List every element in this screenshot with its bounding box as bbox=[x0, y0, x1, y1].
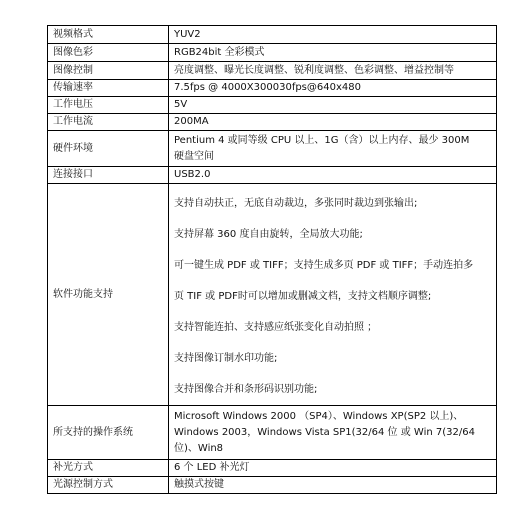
table-row bbox=[48, 80, 497, 97]
table-row bbox=[48, 97, 497, 114]
row-label: 连接接口 bbox=[48, 167, 169, 184]
table-row bbox=[48, 114, 497, 131]
row-value bbox=[169, 406, 497, 460]
row-value: USB2.0 bbox=[169, 167, 497, 184]
table-row bbox=[48, 167, 497, 184]
table-row bbox=[48, 460, 497, 477]
row-value bbox=[169, 184, 497, 406]
row-label: 光源控制方式 bbox=[48, 477, 169, 494]
table-row bbox=[48, 477, 497, 494]
hardware-line: Pentium 4 或同等级 CPU 以上、1G（含）以上内存、最少 300M bbox=[174, 134, 470, 146]
row-label: 工作电压 bbox=[48, 97, 169, 114]
row-label: 硬件环境 bbox=[48, 131, 169, 167]
row-label: 图像控制 bbox=[48, 62, 169, 80]
table-row bbox=[48, 62, 497, 80]
table-row bbox=[48, 131, 497, 167]
table-row bbox=[48, 406, 497, 460]
row-value: 6 个 LED 补光灯 bbox=[169, 460, 497, 477]
row-value: 7.5fps @ 4000X300030fps@640x480 bbox=[169, 80, 497, 97]
row-value: YUV2 bbox=[169, 26, 497, 44]
row-label: 视频格式 bbox=[48, 26, 169, 44]
os-line: Windows 2003，Windows Vista SP1(32/64 位 或 Win 7(32/64 bbox=[174, 426, 475, 438]
row-value: 5V bbox=[169, 97, 497, 114]
row-value bbox=[169, 131, 497, 167]
row-value: 触摸式按键 bbox=[169, 477, 497, 494]
row-label: 传输速率 bbox=[48, 80, 169, 97]
os-line: Microsoft Windows 2000 （SP4）、Windows XP(SP2 以上)、 bbox=[174, 410, 464, 422]
row-value: 200MA bbox=[169, 114, 497, 131]
row-value: RGB24bit 全彩模式 bbox=[169, 44, 497, 62]
spec-table bbox=[47, 25, 497, 494]
hardware-line: 硬盘空间 bbox=[174, 150, 214, 162]
row-label: 工作电流 bbox=[48, 114, 169, 131]
software-feature-line: 页 TIF 或 PDF时可以增加或删减文档，支持文档顺序调整; bbox=[174, 291, 432, 302]
software-feature-line: 支持自动扶正，无底自动裁边，多张同时裁边到张输出; bbox=[174, 198, 418, 209]
software-feature-line: 支持图像合并和条形码识别功能; bbox=[174, 384, 318, 395]
software-feature-line: 可一键生成 PDF 或 TIFF；支持生成多页 PDF 或 TIFF；手动连拍多 bbox=[174, 260, 474, 271]
table-row bbox=[48, 44, 497, 62]
row-label: 软件功能支持 bbox=[48, 184, 169, 406]
row-label: 所支持的操作系统 bbox=[48, 406, 169, 460]
software-feature-line: 支持智能连拍、支持感应纸张变化自动拍照 ； bbox=[174, 322, 378, 333]
table-row bbox=[48, 26, 497, 44]
software-feature-line: 支持图像订制水印功能; bbox=[174, 353, 278, 364]
row-value: 亮度调整、曝光长度调整、锐利度调整、色彩调整、增益控制等 bbox=[169, 62, 497, 80]
row-label: 图像色彩 bbox=[48, 44, 169, 62]
table-row bbox=[48, 184, 497, 406]
row-label: 补光方式 bbox=[48, 460, 169, 477]
os-line: 位)、Win8 bbox=[174, 442, 224, 454]
software-feature-line: 支持屏幕 360 度自由旋转，全局放大功能; bbox=[174, 229, 363, 240]
